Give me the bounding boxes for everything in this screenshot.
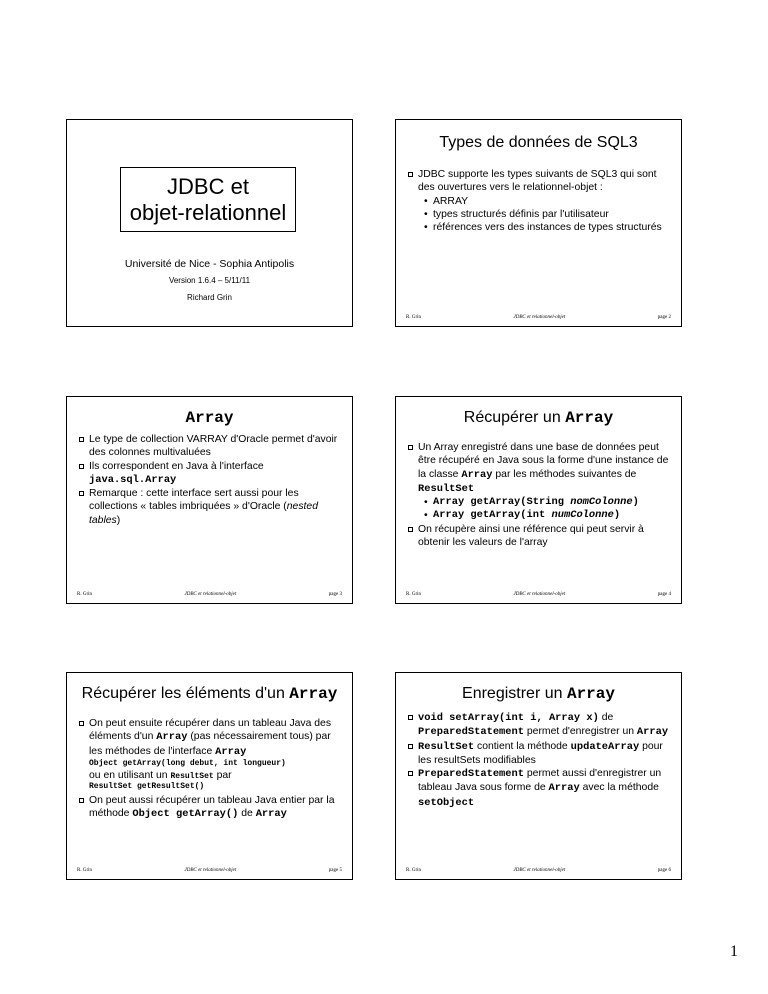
square-bullet-icon [408, 172, 413, 177]
square-bullet-icon [79, 491, 84, 496]
bullet: Le type de collection VARRAY d'Oracle permet d'avoir des colonnes multivaluées [79, 433, 340, 460]
slide-title: Enregistrer un Array [462, 685, 615, 703]
square-bullet-icon [408, 771, 413, 776]
page-number: 1 [730, 943, 738, 960]
square-bullet-icon [408, 527, 413, 532]
slide-footer: R. Grin JDBC et relationnel-objet page 4 [406, 592, 671, 597]
sub-bullet: • types structurés définis par l'utilisateur [424, 208, 609, 220]
sub-bullet: • Array getArray(String nomColonne) [424, 496, 639, 509]
square-bullet-icon [408, 445, 413, 450]
slide-2 [395, 119, 682, 327]
slide-footer: R. Grin JDBC et relationnel-objet page 5 [77, 868, 342, 873]
square-bullet-icon [79, 721, 84, 726]
code-line: Object getArray(long debut, int longueur) [89, 758, 286, 768]
university: Université de Nice - Sophia Antipolis [124, 258, 295, 270]
code-line: ResultSet getResultSet() [89, 782, 205, 792]
slide-footer: R. Grin JDBC et relationnel-objet page 3 [77, 592, 342, 597]
slide-title: Types de données de SQL3 [439, 134, 638, 151]
slide-title: Récupérer les éléments d'un Array [81, 685, 338, 703]
slide-footer: R. Grin JDBC et relationnel-objet page 6 [406, 868, 671, 873]
slide-1 [66, 119, 353, 327]
slide-body [79, 433, 340, 527]
bullet: On récupère ainsi une référence qui peut servir à obtenir les valeurs de l'array [408, 523, 669, 550]
bullet: void setArray(int i, Array x) de PreparedStatement permet d'enregistrer un Array [408, 711, 669, 740]
title-box [120, 167, 296, 232]
slide-6 [395, 672, 682, 880]
bullet: ResultSet contient la méthode updateArray pour les resultSets modifiables [408, 740, 669, 768]
slide-body [408, 711, 669, 810]
bullet: Ils correspondent en Java à l'interface java.sql.Array [79, 460, 340, 488]
title-line-2: objet-relationnel [129, 200, 287, 225]
sub-bullet: • ARRAY [424, 195, 469, 207]
slide-4 [395, 396, 682, 604]
version: Version 1.6.4 – 5/11/11 [168, 276, 251, 285]
slide-title: Récupérer un Array [463, 409, 614, 427]
author: Richard Grin [187, 293, 232, 302]
bullet: On peut ensuite récupérer dans un tableau Java des éléments d'un Array (pas nécessairement tous) par les méthodes de l'interface Array Object getArray(long debut, int longueur) ou en utilisant un ResultSet par ResultSet getResultSet() [79, 717, 340, 792]
bullet: On peut aussi récupérer un tableau Java entier par la méthode Object getArray() de Array [79, 794, 340, 822]
bullet: Un Array enregistré dans une base de données peut être récupéré en Java sous la forme d'une instance de la classe Array par les méthodes suivantes de ResultSet [408, 441, 669, 496]
square-bullet-icon [79, 798, 84, 803]
slide-body [408, 441, 669, 549]
square-bullet-icon [408, 715, 413, 720]
slide-title: Array [185, 409, 234, 427]
bullet: JDBC supporte les types suivants de SQL3 qui sont des ouvertures vers le relationnel-objet : [408, 168, 669, 195]
title-line-1: JDBC et [167, 174, 249, 199]
slide-body [408, 168, 669, 234]
slide-body [79, 717, 340, 822]
bullet: PreparedStatement permet aussi d'enregistrer un tableau Java sous forme de Array avec la méthode setObject [408, 767, 669, 810]
square-bullet-icon [408, 744, 413, 749]
slide-footer: R. Grin JDBC et relationnel-objet page 2 [406, 315, 671, 320]
sub-bullet: • Array getArray(int numColonne) [424, 509, 621, 522]
bullet: Remarque : cette interface sert aussi pour les collections « tables imbriquées » d'Oracle (nested tables) [79, 487, 340, 527]
sub-bullet: • références vers des instances de types structurés [424, 222, 662, 234]
square-bullet-icon [79, 464, 84, 469]
slide-5 [66, 672, 353, 880]
square-bullet-icon [79, 437, 84, 442]
slide-3 [66, 396, 353, 604]
